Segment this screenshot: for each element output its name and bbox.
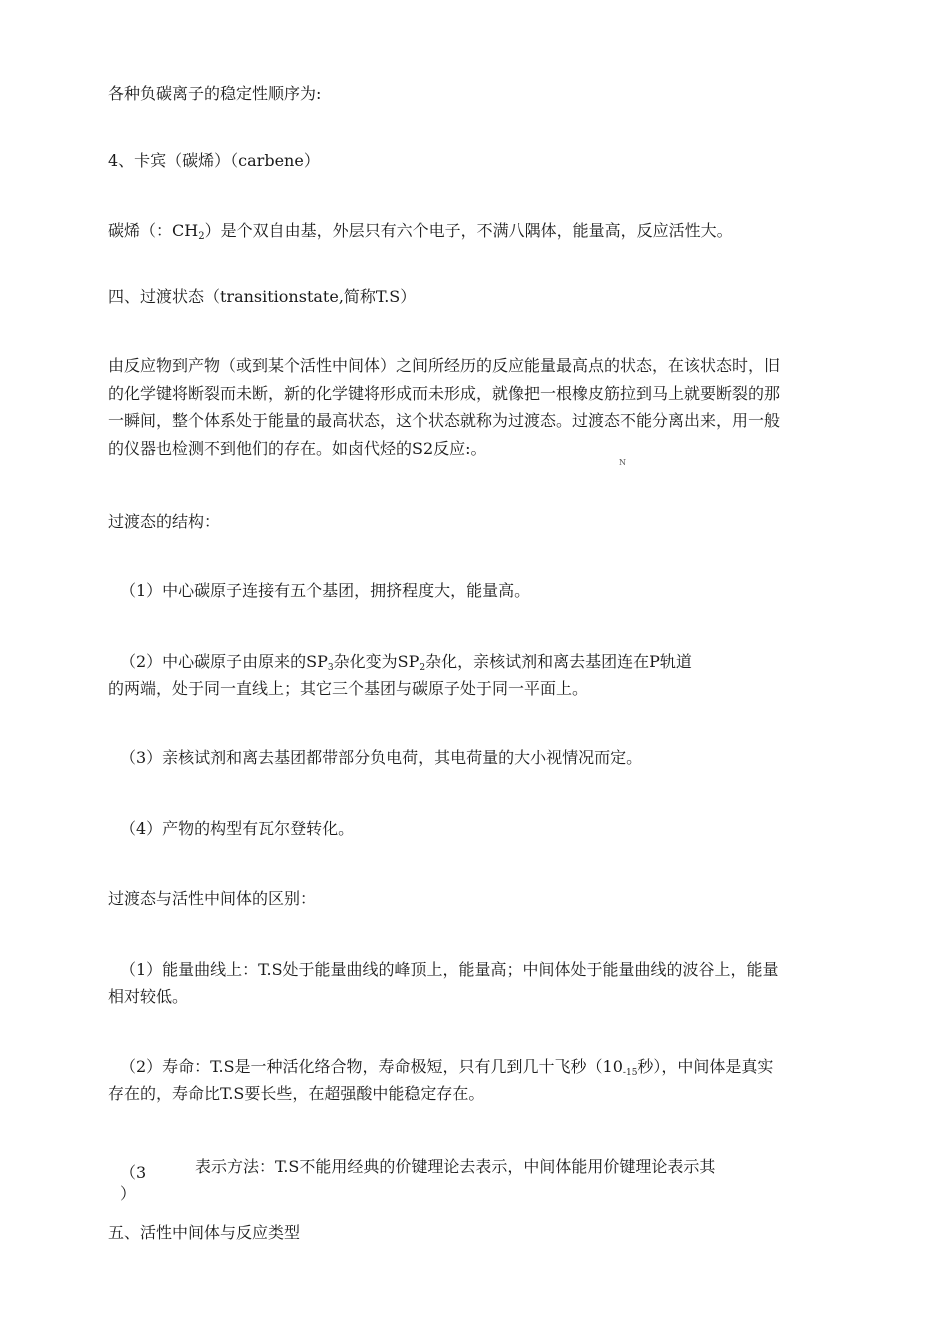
carbene-desc-subscript: 2: [198, 231, 205, 242]
diff-3-label-open: （3: [120, 1163, 147, 1182]
difference-item-1-line-1: （1）能量曲线上：T.S处于能量曲线的峰顶上，能量高；中间体处于能量曲线的波谷上，能量: [120, 960, 779, 979]
structure-item-2-line-2: 的两端，处于同一直线上；其它三个基团与碳原子处于同一平面上。: [108, 679, 589, 698]
difference-item-3-label: [120, 1162, 148, 1204]
section-5-heading: 五、活性中间体与反应类型: [108, 1223, 301, 1242]
difference-item-2-line-2: 存在的，寿命比T.S要长些，在超强酸中能稳定存在。: [108, 1084, 485, 1103]
struct-2-subscript-3: 3: [327, 663, 334, 673]
ts-paragraph-line: 由反应物到产物（或到某个活性中间体）之间所经历的反应能量最高点的状态，在该状态时，旧: [108, 356, 781, 375]
structure-item-3: （3）亲核试剂和离去基团都带部分负电荷，其电荷量的大小视情况而定。: [120, 748, 643, 767]
carbene-desc-post: ）是个双自由基，外层只有六个电子，不满八隅体，能量高，反应活性大。: [204, 221, 733, 240]
ts-paragraph-line: 的化学键将断裂而未断，新的化学键将形成而未形成，就像把一根橡皮筋拉到马上就要断裂的那: [108, 383, 781, 403]
carbene-desc-pre: 碳烯（：CH: [108, 221, 199, 240]
difference-item-1-line-2: 相对较低。: [108, 987, 189, 1006]
ts-paragraph-line: 一瞬间，整个体系处于能量的最高状态，这个状态就称为过渡态。过渡态不能分离出来，用一般: [108, 411, 781, 430]
diff-2-exponent: -15: [622, 1068, 638, 1078]
structure-item-1: （1）中心碳原子连接有五个基团，拥挤程度大，能量高。: [120, 581, 531, 600]
structure-item-4: （4）产物的构型有瓦尔登转化。: [120, 819, 355, 838]
carbene-heading: 4、卡宾（碳烯）（carbene）: [108, 151, 320, 170]
struct-2-subscript-2: 2: [419, 663, 426, 673]
struct-2-post: 杂化，亲核试剂和离去基团连在P轨道: [425, 652, 692, 671]
diff-2-post: 秒），中间体是真实: [637, 1057, 774, 1076]
structure-item-2-line-1: [120, 652, 692, 678]
anion-stability-line: 各种负碳离子的稳定性顺序为:: [108, 84, 322, 103]
struct-2-mid: 杂化变为SP: [333, 652, 420, 671]
difference-heading: 过渡态与活性中间体的区别：: [108, 889, 317, 908]
diff-3-label-close: ）: [120, 1184, 137, 1203]
transition-state-paragraph: [108, 352, 866, 462]
difference-item-3-text: 表示方法：T.S不能用经典的价键理论去表示，中间体能用价键理论表示其: [195, 1157, 716, 1176]
tiny-n-mark: N: [619, 458, 626, 467]
struct-2-pre: （2）中心碳原子由原来的SP: [120, 652, 328, 671]
ts-paragraph-line: 的仪器也检测不到他们的存在。如卤代烃的S2反应:。: [108, 438, 487, 458]
difference-item-2-line-1: [120, 1057, 773, 1083]
diff-2-pre: （2）寿命：T.S是一种活化络合物，寿命极短，只有几到几十飞秒（10: [120, 1057, 623, 1076]
transition-state-heading: 四、过渡状态（transitionstate,简称T.S）: [108, 287, 417, 306]
carbene-description: [108, 221, 733, 247]
ts-structure-heading: 过渡态的结构：: [108, 512, 221, 531]
